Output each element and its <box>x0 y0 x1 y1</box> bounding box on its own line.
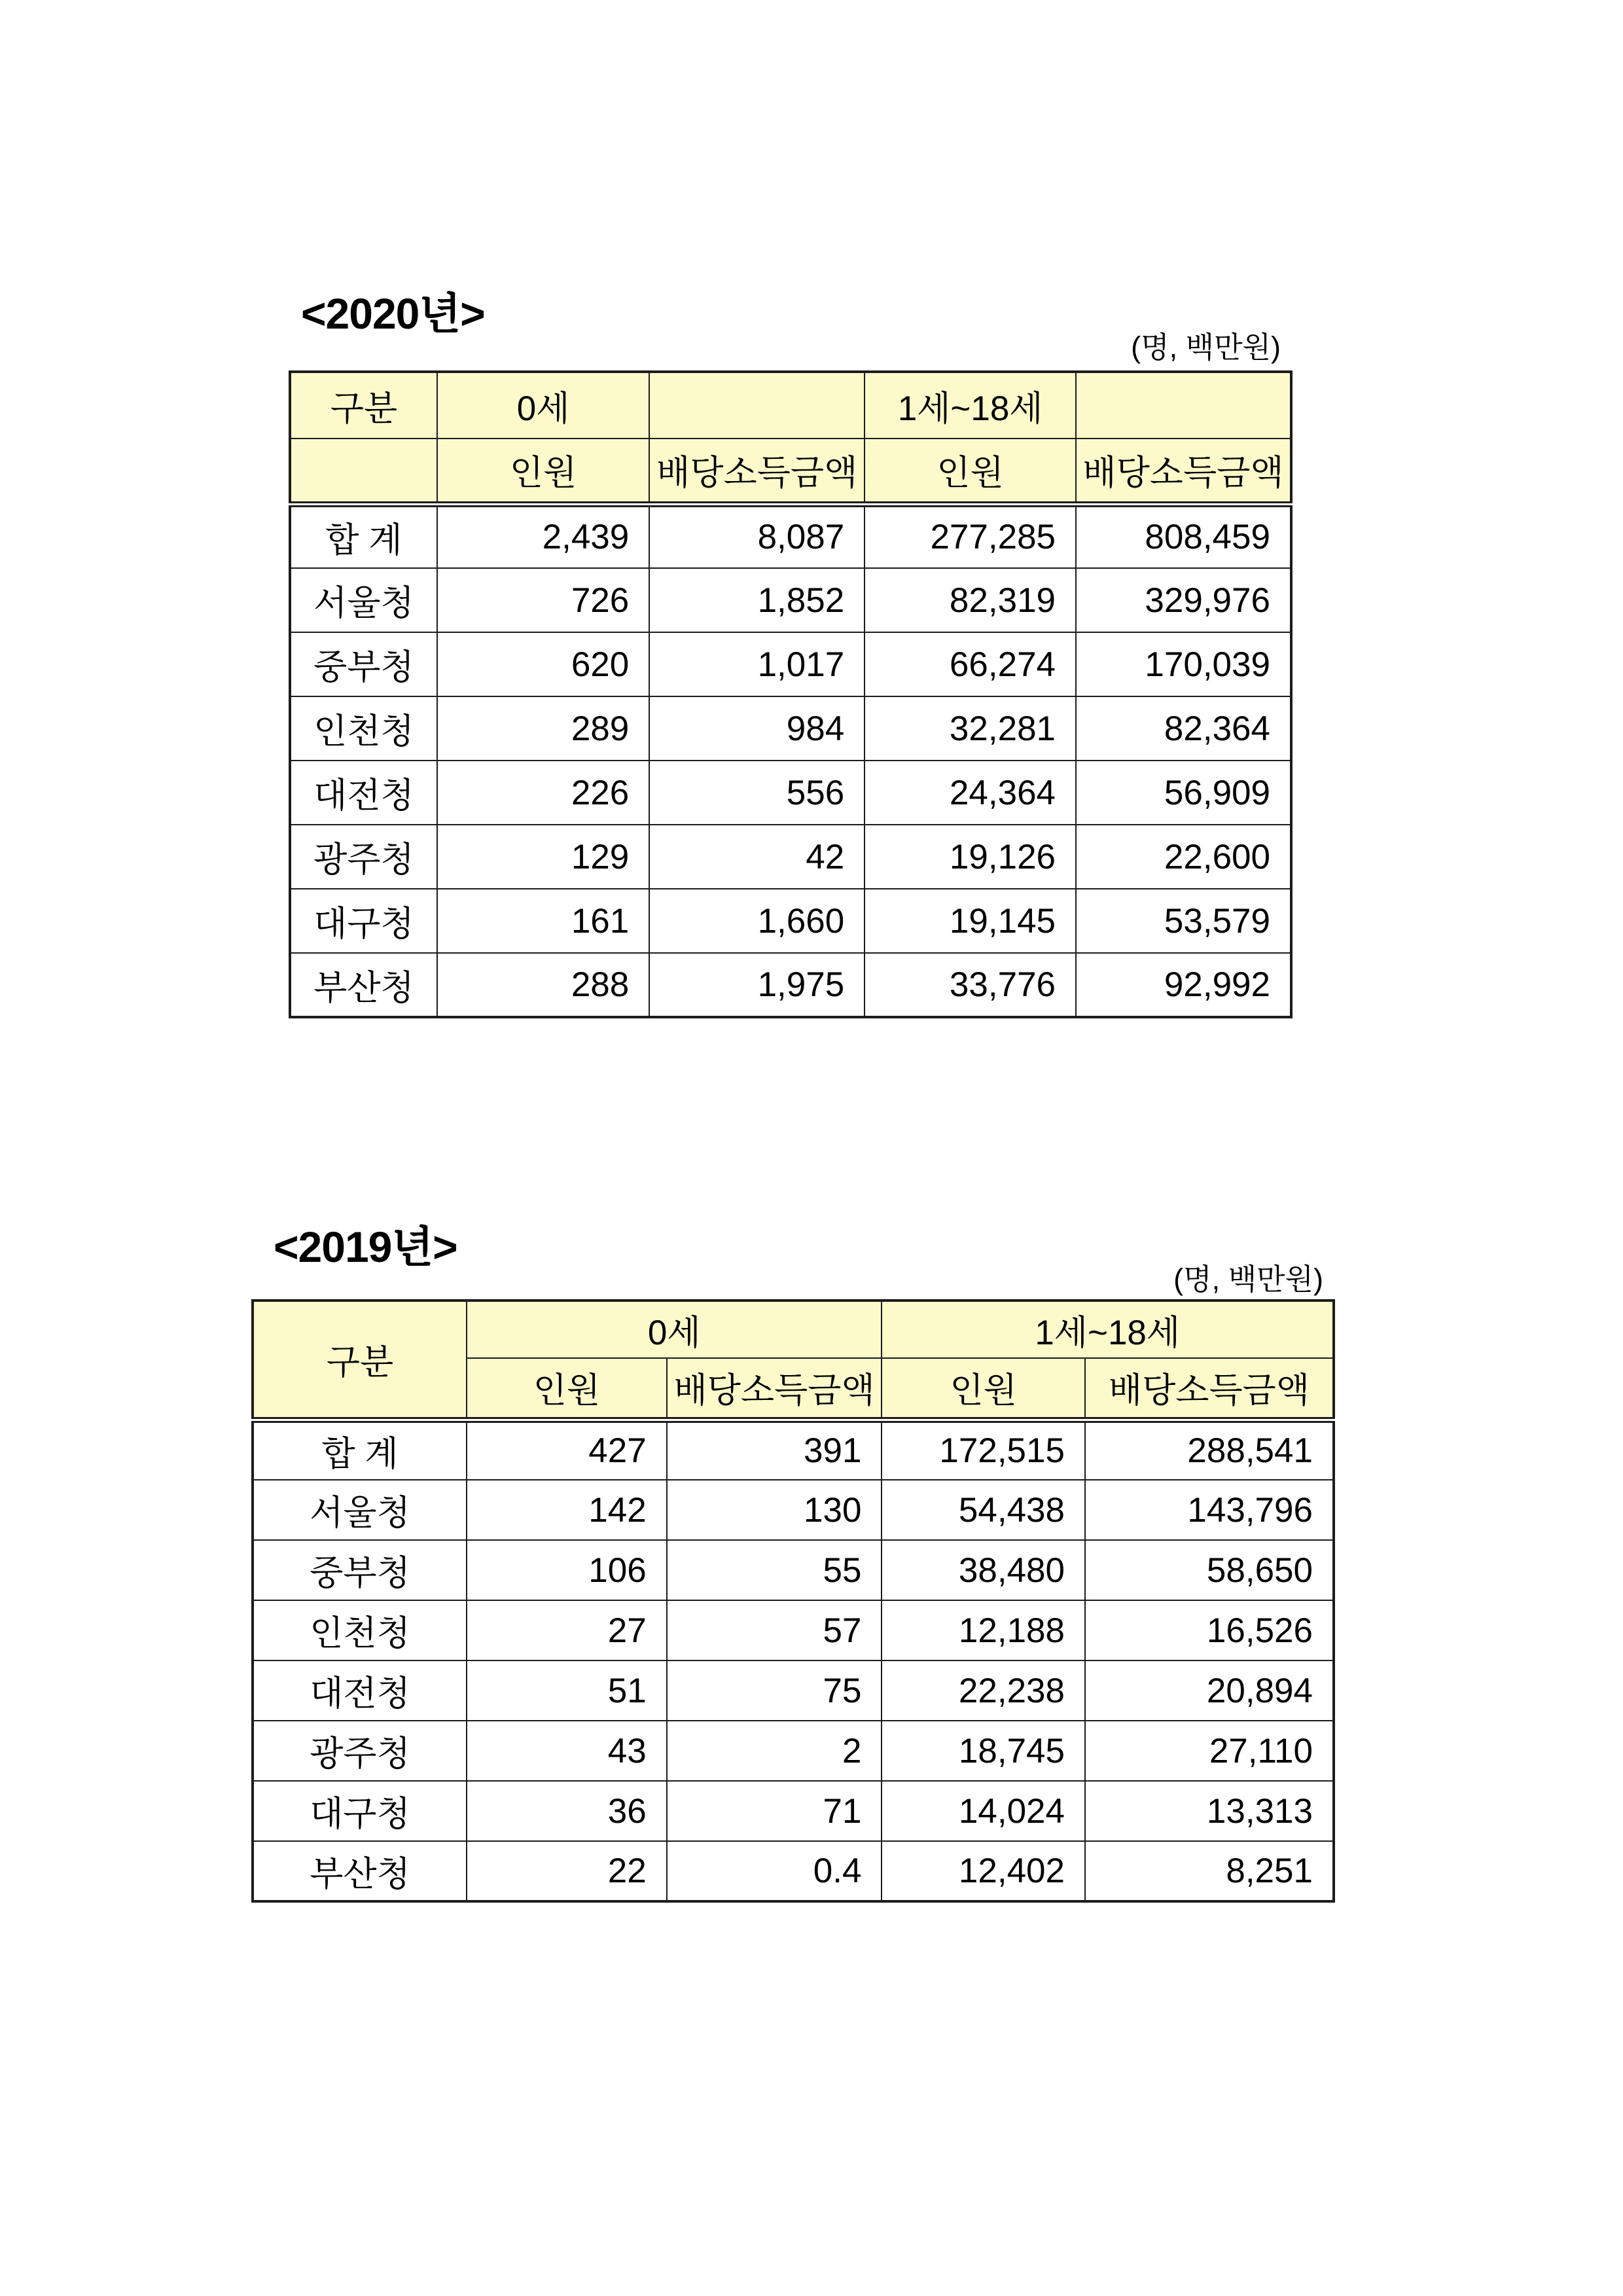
value-cell: 24,364 <box>865 761 1076 825</box>
header-dividend: 배당소득금액 <box>667 1358 882 1420</box>
section-title-2019: <2019년> <box>274 1223 457 1271</box>
value-cell: 226 <box>437 761 649 825</box>
region-label: 대구청 <box>290 889 437 953</box>
value-cell: 58,650 <box>1085 1540 1334 1600</box>
region-label: 중부청 <box>290 632 437 696</box>
value-cell: 143,796 <box>1085 1480 1334 1540</box>
table-row <box>290 504 1291 568</box>
header-age0: 0세 <box>467 1300 882 1358</box>
value-cell: 22,238 <box>882 1660 1085 1721</box>
table-row <box>253 1781 1334 1841</box>
region-label: 대구청 <box>253 1781 467 1841</box>
region-label: 합 계 <box>290 504 437 568</box>
value-cell: 8,251 <box>1085 1841 1334 1901</box>
header-category: 구분 <box>290 372 437 439</box>
value-cell: 36 <box>467 1781 667 1841</box>
header-people: 인원 <box>882 1358 1085 1420</box>
value-cell: 161 <box>437 889 649 953</box>
value-cell: 54,438 <box>882 1480 1085 1540</box>
value-cell: 1,017 <box>649 632 865 696</box>
header-people: 인원 <box>467 1358 667 1420</box>
header-empty <box>1076 372 1291 439</box>
value-cell: 277,285 <box>865 504 1076 568</box>
header-category: 구분 <box>253 1300 467 1420</box>
region-label: 광주청 <box>253 1721 467 1781</box>
header-empty <box>649 372 865 439</box>
header-dividend: 배당소득금액 <box>1076 439 1291 504</box>
header-people: 인원 <box>437 439 649 504</box>
table-row <box>253 1660 1334 1721</box>
value-cell: 106 <box>467 1540 667 1600</box>
region-label: 광주청 <box>290 825 437 889</box>
table-row <box>290 568 1291 632</box>
value-cell: 129 <box>437 825 649 889</box>
value-cell: 82,319 <box>865 568 1076 632</box>
value-cell: 16,526 <box>1085 1600 1334 1660</box>
header-people: 인원 <box>865 439 1076 504</box>
value-cell: 82,364 <box>1076 696 1291 761</box>
value-cell: 2,439 <box>437 504 649 568</box>
unit-note-2019: (명, 백만원) <box>1173 1263 1323 1296</box>
value-cell: 66,274 <box>865 632 1076 696</box>
table-header-row-1 <box>290 372 1291 439</box>
value-cell: 8,087 <box>649 504 865 568</box>
value-cell: 75 <box>667 1660 882 1721</box>
value-cell: 12,402 <box>882 1841 1085 1901</box>
value-cell: 42 <box>649 825 865 889</box>
region-label: 인천청 <box>253 1600 467 1660</box>
value-cell: 27 <box>467 1600 667 1660</box>
region-label: 중부청 <box>253 1540 467 1600</box>
value-cell: 32,281 <box>865 696 1076 761</box>
value-cell: 38,480 <box>882 1540 1085 1600</box>
value-cell: 172,515 <box>882 1420 1085 1480</box>
table-row <box>253 1480 1334 1540</box>
value-cell: 19,126 <box>865 825 1076 889</box>
value-cell: 22,600 <box>1076 825 1291 889</box>
region-label: 서울청 <box>290 568 437 632</box>
value-cell: 51 <box>467 1660 667 1721</box>
table-row <box>290 632 1291 696</box>
table-row <box>290 696 1291 761</box>
value-cell: 19,145 <box>865 889 1076 953</box>
value-cell: 1,660 <box>649 889 865 953</box>
header-age0: 0세 <box>437 372 649 439</box>
value-cell: 57 <box>667 1600 882 1660</box>
region-label: 대전청 <box>290 761 437 825</box>
value-cell: 1,975 <box>649 953 865 1017</box>
value-cell: 92,992 <box>1076 953 1291 1017</box>
value-cell: 288 <box>437 953 649 1017</box>
region-label: 인천청 <box>290 696 437 761</box>
value-cell: 71 <box>667 1781 882 1841</box>
table-header-row-2 <box>290 439 1291 504</box>
table-row <box>253 1721 1334 1781</box>
value-cell: 13,313 <box>1085 1781 1334 1841</box>
header-dividend: 배당소득금액 <box>1085 1358 1334 1420</box>
table-row <box>253 1540 1334 1600</box>
value-cell: 130 <box>667 1480 882 1540</box>
table-row <box>253 1600 1334 1660</box>
table-row <box>253 1420 1334 1480</box>
value-cell: 0.4 <box>667 1841 882 1901</box>
value-cell: 20,894 <box>1085 1660 1334 1721</box>
region-label: 부산청 <box>253 1841 467 1901</box>
value-cell: 726 <box>437 568 649 632</box>
table-header-row-1 <box>253 1300 1334 1358</box>
header-age1-18: 1세~18세 <box>882 1300 1334 1358</box>
value-cell: 43 <box>467 1721 667 1781</box>
value-cell: 1,852 <box>649 568 865 632</box>
value-cell: 329,976 <box>1076 568 1291 632</box>
value-cell: 289 <box>437 696 649 761</box>
value-cell: 170,039 <box>1076 632 1291 696</box>
value-cell: 288,541 <box>1085 1420 1334 1480</box>
value-cell: 12,188 <box>882 1600 1085 1660</box>
unit-note-2020: (명, 백만원) <box>1131 331 1281 364</box>
region-label: 합 계 <box>253 1420 467 1480</box>
value-cell: 18,745 <box>882 1721 1085 1781</box>
table-row <box>290 953 1291 1017</box>
value-cell: 142 <box>467 1480 667 1540</box>
value-cell: 14,024 <box>882 1781 1085 1841</box>
table-row <box>253 1841 1334 1901</box>
value-cell: 22 <box>467 1841 667 1901</box>
table-row <box>290 761 1291 825</box>
value-cell: 808,459 <box>1076 504 1291 568</box>
table-row <box>290 889 1291 953</box>
value-cell: 391 <box>667 1420 882 1480</box>
value-cell: 27,110 <box>1085 1721 1334 1781</box>
section-title-2020: <2020년> <box>301 289 485 338</box>
value-cell: 2 <box>667 1721 882 1781</box>
value-cell: 33,776 <box>865 953 1076 1017</box>
value-cell: 53,579 <box>1076 889 1291 953</box>
header-age1-18: 1세~18세 <box>865 372 1076 439</box>
value-cell: 984 <box>649 696 865 761</box>
value-cell: 56,909 <box>1076 761 1291 825</box>
value-cell: 620 <box>437 632 649 696</box>
table-row <box>290 825 1291 889</box>
value-cell: 55 <box>667 1540 882 1600</box>
region-label: 대전청 <box>253 1660 467 1721</box>
table-2019 <box>251 1299 1335 1903</box>
region-label: 부산청 <box>290 953 437 1017</box>
region-label: 서울청 <box>253 1480 467 1540</box>
value-cell: 427 <box>467 1420 667 1480</box>
value-cell: 556 <box>649 761 865 825</box>
table-2020 <box>289 370 1293 1018</box>
header-empty <box>290 439 437 504</box>
header-dividend: 배당소득금액 <box>649 439 865 504</box>
